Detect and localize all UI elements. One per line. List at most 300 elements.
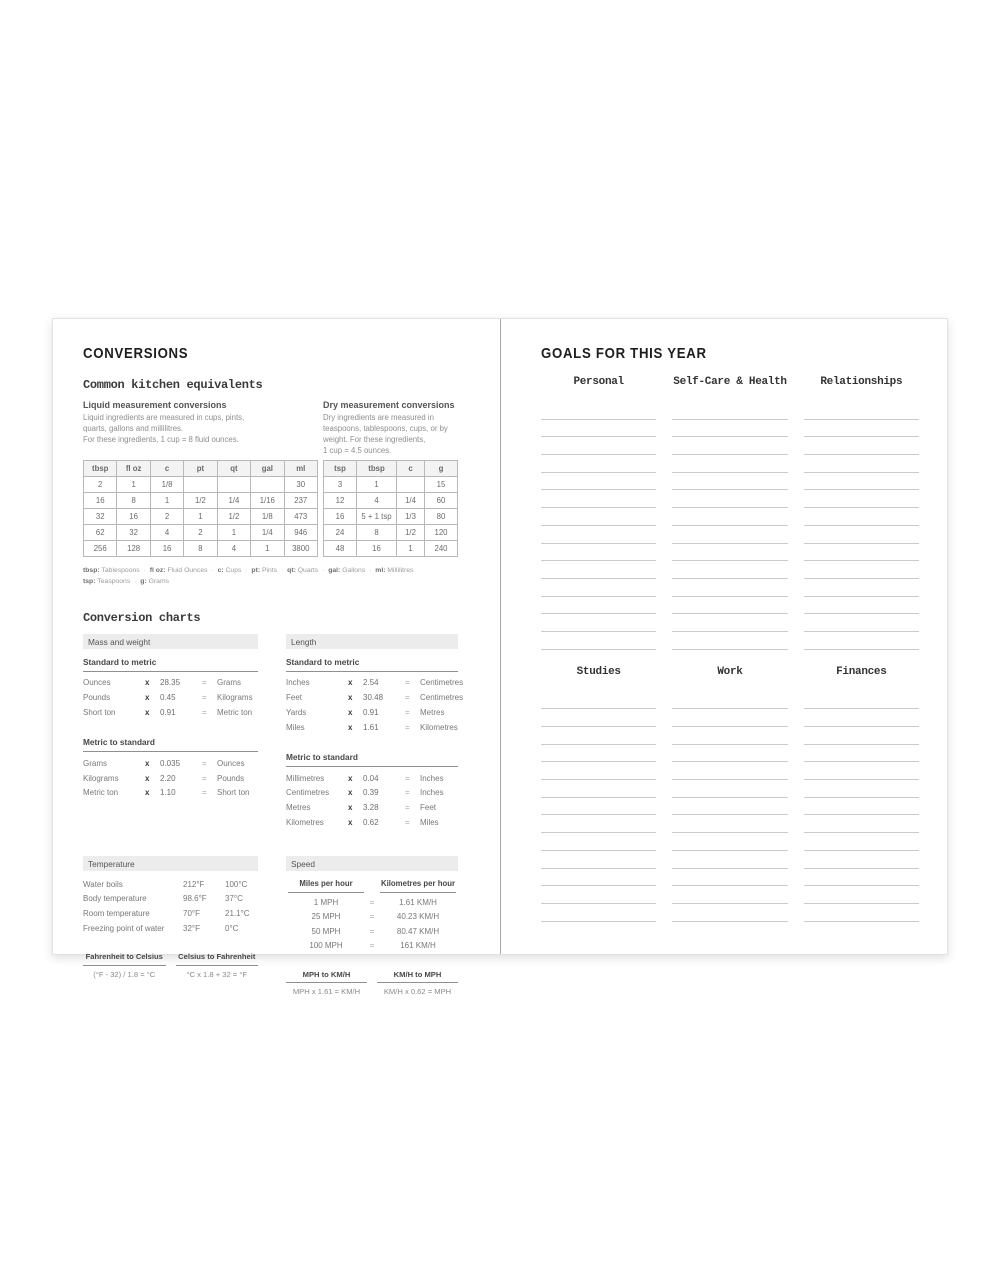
table-row [324,493,458,509]
legend-value: Teaspoons [97,577,131,585]
unit-from: Metres [286,803,311,813]
ruled-line [804,420,919,438]
table-header-row [324,461,458,477]
unit-to: Inches [420,773,444,783]
ruled-line [672,632,787,650]
table-cell: 24 [324,525,357,541]
conversion-group [83,655,258,720]
ruled-line [804,473,919,491]
table-cell: 1/4 [251,525,284,541]
ruled-line [541,762,656,780]
ruled-line [672,780,787,798]
ruled-line [541,815,656,833]
table-cell [397,477,425,493]
ruled-line [541,597,656,615]
conversion-group [286,655,464,735]
legend-item [251,567,277,574]
fahrenheit-value: 70°F [183,909,200,919]
formula [176,952,259,979]
ruled-line [672,420,787,438]
table-cell: 60 [425,493,458,509]
table-cell: 2 [150,509,183,525]
description-line: quarts, gallons and millilitres. [83,423,184,433]
equals-symbol: = [405,678,410,688]
ruled-line [541,526,656,544]
mph-value: 100 MPH [309,941,343,951]
conversion-factor: 0.91 [160,708,176,718]
ruled-line [672,886,787,904]
table-row [84,509,318,525]
table-cell: 256 [84,541,117,557]
table-cell: 12 [324,493,357,509]
ruled-line [541,490,656,508]
ruled-line [541,869,656,887]
temperature-label: Room temperature [83,909,150,919]
ruled-line [672,473,787,491]
table-row [324,541,458,557]
table-cell: 240 [425,541,458,557]
conversion-row [83,771,258,786]
unit-to: Metres [420,708,445,718]
ruled-line [541,455,656,473]
legend-separator: · [141,567,148,574]
kitchen-equivalents-heading: Common kitchen equivalents [83,378,263,392]
ruled-line [804,780,919,798]
liquid-column [83,400,318,557]
ruled-line [541,833,656,851]
conversion-factor: 0.45 [160,693,176,703]
dry-conversion-table [323,460,458,557]
table-cell: 16 [150,541,183,557]
conversion-row [83,706,258,721]
table-cell: 30 [284,477,317,493]
formula-expression: (°F - 32) / 1.8 = °C [93,969,156,979]
ruled-line [541,473,656,491]
unit-to: Kilometres [420,722,458,732]
kmh-value: 161 KM/H [400,941,436,951]
column-header: c [150,461,183,477]
conversion-subheading: Standard to metric [286,655,458,672]
goal-lines [804,402,919,650]
table-cell: 3800 [284,541,317,557]
table-cell: 946 [284,525,317,541]
equals-symbol: = [202,708,207,718]
temperature-row [83,892,258,907]
unit-to: Grams [217,678,241,688]
ruled-line [804,709,919,727]
legend-key: c: [217,567,226,574]
conversion-factor: 1.10 [160,788,176,798]
legend-separator: · [367,567,374,574]
conversion-row [286,801,458,816]
formula-expression: °C x 1.8 + 32 = °F [186,969,248,979]
legend-item [218,567,242,574]
goal-lines [672,692,787,922]
conversion-factor: 0.62 [363,817,379,827]
table-cell: 2 [184,525,217,541]
ruled-line [804,851,919,869]
unit-to: Ounces [217,758,245,768]
goals-section [541,666,919,922]
ruled-line [804,632,919,650]
legend-separator: · [243,567,250,574]
unit-from: Short ton [83,708,116,718]
description-line: weight. For these ingredients, [323,434,426,444]
ruled-line [672,490,787,508]
speed-column-headers [286,877,458,893]
ruled-line [804,402,919,420]
conversion-factor: 0.39 [363,788,379,798]
goals-column [804,666,919,922]
goals-columns [541,376,919,650]
conversion-factor: 3.28 [363,803,379,813]
liquid-description [83,413,318,460]
table-cell: 16 [324,509,357,525]
legend-key: fl oz: [149,567,168,574]
table-cell: 32 [117,525,150,541]
temperature-formulas [83,952,258,979]
ruled-line [541,561,656,579]
ruled-line [541,886,656,904]
multiply-symbol: x [348,788,353,798]
conversion-row [83,676,258,691]
multiply-symbol: x [348,817,353,827]
ruled-line [672,692,787,710]
table-row [84,541,318,557]
conversion-factor: 2.20 [160,773,176,783]
column-header: ml [284,461,317,477]
legend-item [287,567,318,574]
ruled-line [804,869,919,887]
table-cell: 62 [84,525,117,541]
goal-lines [672,402,787,650]
ruled-line [541,544,656,562]
ruled-line [672,437,787,455]
ruled-line [672,614,787,632]
speed-header-gap [366,877,378,893]
speed-row [286,939,458,954]
formula-expression: MPH x 1.61 = KM/H [292,987,361,997]
equals-symbol: = [405,722,410,732]
table-cell [217,477,250,493]
page-title: CONVERSIONS [83,345,189,362]
ruled-line [804,762,919,780]
conversion-group [83,735,258,800]
ruled-line [541,798,656,816]
formula-heading: KM/H to MPH [377,970,458,984]
multiply-symbol: x [145,758,150,768]
mph-column-header: Miles per hour [288,877,364,893]
formula-heading: MPH to KM/H [286,970,367,984]
table-cell: 120 [425,525,458,541]
ruled-line [672,851,787,869]
legend-key: tbsp: [83,567,102,574]
formula [377,970,458,997]
table-cell: 16 [117,509,150,525]
table-cell: 1/2 [184,493,217,509]
ruled-line [804,544,919,562]
ruled-line [541,420,656,438]
ruled-line [672,526,787,544]
unit-from: Inches [286,678,310,688]
legend-value: Tablespoons [101,567,140,574]
ruled-line [804,508,919,526]
liquid-heading: Liquid measurement conversions [83,400,227,410]
speed-row [286,910,458,925]
legend-separator: · [279,567,286,574]
ruled-line [541,904,656,922]
kmh-column-header: Kilometres per hour [380,877,456,893]
goals-column [541,376,656,650]
conversion-row [83,691,258,706]
goal-lines [804,692,919,922]
table-cell: 1/8 [251,509,284,525]
temperature-row [83,922,258,937]
legend-value: Fluid Ounces [167,567,208,574]
mass-weight-bar: Mass and weight [83,634,258,649]
column-header: qt [217,461,250,477]
ruled-line [672,508,787,526]
unit-from: Millimetres [286,773,325,783]
mass-weight-block [83,634,258,830]
conversion-row [286,816,458,831]
column-header: tsp [324,461,357,477]
table-cell: 1 [150,493,183,509]
table-cell: 48 [324,541,357,557]
table-cell: 1 [357,477,397,493]
ruled-line [541,727,656,745]
goal-category-heading: Personal [573,376,624,388]
ruled-line [672,815,787,833]
ruled-line [672,727,787,745]
kmh-value: 1.61 KM/H [399,897,437,907]
ruled-line [541,632,656,650]
speed-rows [286,895,458,953]
mph-value: 25 MPH [311,912,341,922]
table-cell: 1 [217,525,250,541]
equals-symbol: = [202,758,207,768]
table-cell: 2 [84,477,117,493]
goal-lines [541,402,656,650]
table-cell: 15 [425,477,458,493]
ruled-line [672,579,787,597]
unit-to: Centimetres [420,693,464,703]
ruled-line [804,727,919,745]
table-cell: 8 [117,493,150,509]
temperature-bar: Temperature [83,856,258,871]
unit-to: Kilograms [217,693,253,703]
ruled-line [804,833,919,851]
formula [83,952,166,979]
formula-expression: KM/H x 0.62 = MPH [383,987,452,997]
goal-category-heading: Finances [836,665,887,678]
column-header: gal [251,461,284,477]
legend-value: Grams [148,577,170,585]
table-cell: 5 + 1 tsp [357,509,397,525]
ruled-line [672,833,787,851]
table-cell: 80 [425,509,458,525]
table-cell: 8 [357,525,397,541]
equals-symbol: = [405,788,410,798]
legend-separator: · [209,567,216,574]
unit-from: Ounces [83,678,111,688]
unit-to: Centimetres [420,678,464,688]
ruled-line [541,437,656,455]
ruled-line [541,851,656,869]
multiply-symbol: x [348,803,353,813]
unit-from: Kilograms [83,773,119,783]
ruled-line [672,561,787,579]
equals-symbol: = [369,897,375,907]
legend-item [150,567,208,574]
ruled-line [672,745,787,763]
column-header: tbsp [357,461,397,477]
unit-to: Inches [420,788,444,798]
unit-from: Feet [286,693,303,703]
legend-value: Pints [262,567,278,574]
ruled-line [804,614,919,632]
ruled-line [672,455,787,473]
unit-to: Pounds [217,773,245,783]
ruled-line [541,692,656,710]
fahrenheit-value: 212°F [183,879,205,889]
unit-from: Yards [286,708,307,718]
goal-category-heading: Studies [576,665,621,678]
table-cell: 473 [284,509,317,525]
ruled-line [541,508,656,526]
liquid-conversion-table [83,460,318,557]
temperature-block [83,856,258,996]
table-cell: 32 [84,509,117,525]
legend-value: Cups [225,567,242,574]
legend-item [328,567,365,574]
column-header: c [397,461,425,477]
legend-line-2 [83,577,457,588]
goal-category-heading: Relationships [820,376,903,388]
celsius-value: 21.1°C [225,909,250,919]
celsius-value: 37°C [225,894,243,904]
equals-symbol: = [405,693,410,703]
equals-symbol: = [405,773,410,783]
mph-value: 1 MPH [313,897,339,907]
unit-to: Metric ton [217,708,253,718]
conversion-factor: 28.35 [160,678,181,688]
equals-symbol: = [202,678,207,688]
conversion-charts-grid [83,634,464,997]
dry-description [323,413,458,460]
table-row [324,525,458,541]
legend-item [83,578,130,585]
ruled-line [804,597,919,615]
legend-value: Millilitres [387,567,414,574]
ruled-line [804,455,919,473]
goal-lines [541,692,656,922]
table-cell: 237 [284,493,317,509]
goals-section [541,376,919,650]
goals-columns [541,666,919,922]
table-row [324,509,458,525]
goals-column [804,376,919,650]
multiply-symbol: x [348,678,353,688]
conversion-factor: 0.035 [160,758,181,768]
table-cell: 1 [117,477,150,493]
table-cell: 1/2 [397,525,425,541]
celsius-value: 100°C [225,879,248,889]
unit-from: Grams [83,758,107,768]
goal-category-heading: Work [717,665,743,678]
table-row [84,525,318,541]
kmh-value: 80.47 KM/H [396,926,440,936]
ruled-line [804,886,919,904]
ruled-line [804,579,919,597]
legend-value: Gallons [342,567,366,574]
equals-symbol: = [202,693,207,703]
speed-block [286,856,458,996]
table-header-row [84,461,318,477]
goals-sections [541,376,919,922]
equals-symbol: = [369,941,375,951]
length-groups [286,655,464,830]
mass-groups [83,655,258,801]
kmh-value: 40.23 KM/H [396,912,440,922]
ruled-line [541,402,656,420]
conversions-page [53,319,500,997]
multiply-symbol: x [145,708,150,718]
description-line: 1 cup = 4.5 ounces. [323,445,392,455]
ruled-line [804,526,919,544]
conversion-row [286,676,464,691]
table-cell: 1 [184,509,217,525]
unit-from: Miles [286,722,305,732]
mph-value: 50 MPH [311,926,341,936]
legend-line-1 [83,566,457,577]
unit-to: Short ton [217,788,250,798]
temperature-row [83,907,258,922]
speed-row [286,895,458,910]
legend-item [375,567,413,574]
legend-value: Quarts [297,567,319,574]
ruled-line [541,709,656,727]
description-line: Dry ingredients are measured in [323,413,434,422]
table-cell: 128 [117,541,150,557]
length-bar: Length [286,634,458,649]
legend-key: tsp: [83,577,98,585]
ruled-line [804,798,919,816]
ruled-line [672,904,787,922]
table-cell: 8 [184,541,217,557]
multiply-symbol: x [348,722,353,732]
conversion-factor: 0.91 [363,708,379,718]
celsius-value: 0°C [225,924,239,934]
multiply-symbol: x [348,708,353,718]
multiply-symbol: x [348,773,353,783]
speed-row [286,925,458,940]
multiply-symbol: x [145,773,150,783]
conversion-subheading: Metric to standard [286,750,458,767]
legend-item [140,578,169,585]
equals-symbol: = [405,708,410,718]
conversion-subheading: Metric to standard [83,735,258,752]
conversion-factor: 0.04 [363,773,379,783]
planner-spread [52,318,948,997]
legend-item [83,567,140,574]
temperature-label: Body temperature [83,894,147,904]
table-cell: 16 [357,541,397,557]
conversion-row [286,771,458,786]
equals-symbol: = [369,926,375,936]
goals-column [541,666,656,922]
legend-separator: · [320,567,327,574]
